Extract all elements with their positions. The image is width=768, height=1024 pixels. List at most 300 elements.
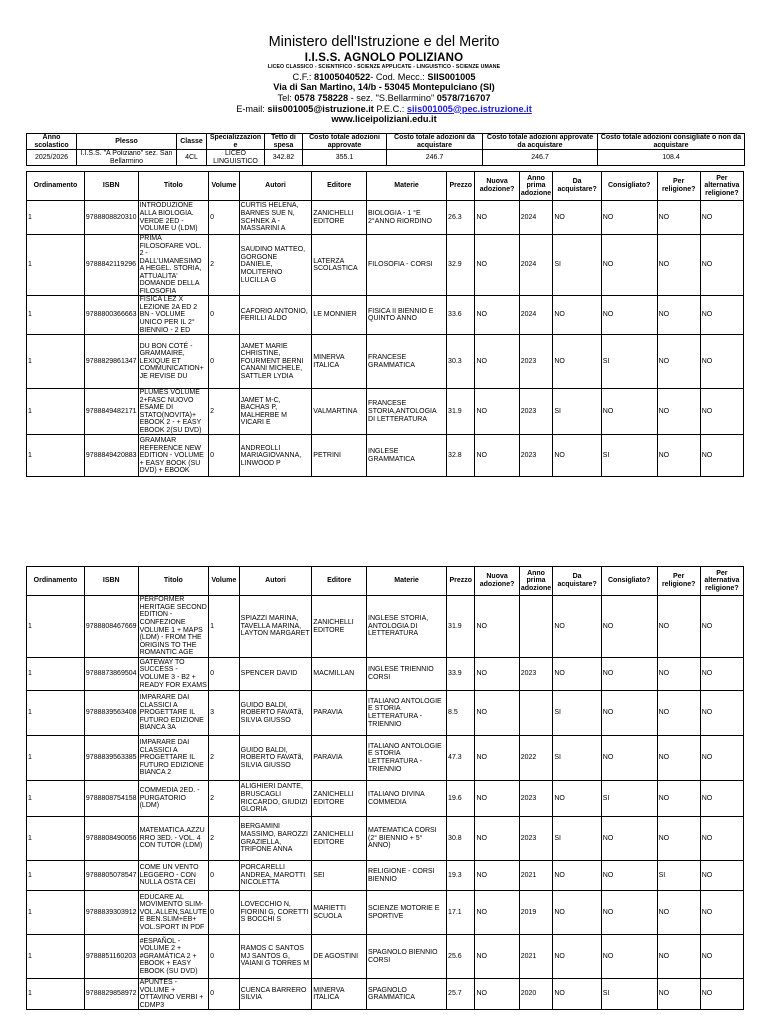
table-cell: NO [475,235,519,296]
pec-link[interactable]: siis001005@pec.istruzione.it [406,103,532,114]
table-cell: 3 [209,691,240,736]
table-cell: LE MONNIER [312,296,367,335]
table-cell: NO [657,335,700,389]
table-cell: COME UN VENTO LEGGERO - CON NULLA OSTA CEI [138,861,209,891]
table-cell: 9788849420883 [84,435,138,477]
table-cell: MACMILLAN [312,658,367,691]
table-cell [519,691,553,736]
table-cell: 2023 [519,781,553,817]
table-cell: NO [553,201,601,235]
table-cell: NO [657,935,700,979]
table-cell: 9788805078547 [84,861,138,891]
info-header-cell: Tetto di spesa [265,134,303,150]
table-row [27,389,744,435]
table-cell: ITALIANO ANTOLOGIE E STORIA LETTERATURA - TRIENNIO [367,691,447,736]
table-cell: SI [601,435,657,477]
table-cell: 32.8 [447,435,475,477]
table-cell: INGLESE TRIENNIO CORSI [367,658,447,691]
table-cell: 2019 [519,891,553,935]
books-table-page-2 [26,566,744,1010]
table-cell: SI [553,691,601,736]
table-cell: NO [700,596,743,658]
column-header: Anno prima adozione [519,172,553,201]
table-cell: NO [601,817,657,861]
table-row [27,596,744,658]
table-cell: 0 [209,979,240,1010]
table-cell: 31.9 [447,389,475,435]
column-header: Autori [239,567,312,596]
table-cell: ZANICHELLI EDITORE [312,781,367,817]
table-cell: SCIENZE MOTORIE E SPORTIVE [367,891,447,935]
table-cell: COMMEDIA 2ED. - PURGATORIO (LDM) [138,781,209,817]
table-cell: NO [601,596,657,658]
table-cell: #ESPAÑOL - VOLUME 2 + #GRAMÁTICA 2 + EBOOK + EASY EBOOK (SU DVD) [138,935,209,979]
table-cell: 9788839563385 [84,736,138,781]
table-row [27,296,744,335]
table-cell: NO [657,979,700,1010]
table-cell: NO [657,435,700,477]
table-cell: FISICA II BIENNIO E QUINTO ANNO [367,296,447,335]
table-cell: NO [700,935,743,979]
table-cell: APUNTES - VOLUME + OTTAVINO VERBI + CDMP3 [138,979,209,1010]
table-cell: 1 [27,979,85,1010]
table-cell: BIOLOGIA - 1 °E 2°ANNO RIORDINO [367,201,447,235]
table-cell: NO [700,335,743,389]
table-row [27,935,744,979]
column-header: Nuova adozione? [475,172,519,201]
table-row [27,861,744,891]
column-header: ISBN [84,172,138,201]
table-cell: ANDREOLLI MARIAGIOVANNA, LINWOOD P [239,435,312,477]
table-row [27,235,744,296]
table-cell: SAUDINO MATTEO, GORGONE DANIELE, MOLITERNO LUCILLA G [239,235,312,296]
table-cell: 1 [27,935,85,979]
table-cell: NO [657,891,700,935]
table-cell: NO [700,979,743,1010]
table-cell: EDUCARE AL MOVIMENTO SLIM-VOL.ALLEN,SALUTE E BEN.SLIM+EB+ VOL.SPORT IN PDF [138,891,209,935]
table-row [27,781,744,817]
table-cell: 30.3 [447,335,475,389]
table-cell: NO [475,389,519,435]
table-cell: SPIAZZI MARINA, TAVELLA MARINA, LAYTON MARGARET [239,596,312,658]
table-cell: RAMOS C SANTOS MJ SANTOS G, VAIANI G TORRES M [239,935,312,979]
table-cell: 0 [209,891,240,935]
column-header: Per religione? [657,172,700,201]
table-cell: NO [601,935,657,979]
table-cell: NO [601,235,657,296]
table-cell: 0 [209,435,240,477]
email-line: E-mail: siis001005@istruzione.it P.E.C.: siis001005@pec.istruzione.it [236,103,532,114]
table-cell: NO [700,235,743,296]
table-cell: GUIDO BALDI, ROBERTO FAVATã, SILVIA GIUSSO [239,691,312,736]
table-cell: 1 [27,596,85,658]
table-row [27,891,744,935]
table-cell: 2 [209,736,240,781]
info-header-cell: Plesso [77,134,177,150]
table-cell: 31.9 [447,596,475,658]
table-cell: FILOSOFIA - CORSI [367,235,447,296]
column-header: Anno prima adozione [519,567,553,596]
table-cell: 2024 [519,201,553,235]
table-cell: VALMARTINA [312,389,367,435]
table-cell: PRIMA FILOSOFARE VOL. 2 - DALL'UMANESIMO A HEGEL. STORIA, ATTUALITA' DOMANDE DELLA FILOSOFIA [138,235,209,296]
table-cell: NO [601,891,657,935]
table-cell: NO [475,861,519,891]
table-cell: NO [700,389,743,435]
table-cell: 9788842119296 [84,235,138,296]
table-cell: NO [475,201,519,235]
info-value-cell: 2025/2026 [27,150,77,166]
table-cell: IMPARARE DAI CLASSICI A PROGETTARE IL FUTURO EDIZIONE BIANCA 3A [138,691,209,736]
table-cell: 25.6 [447,935,475,979]
table-cell: 2023 [519,335,553,389]
table-cell: 30.8 [447,817,475,861]
table-cell: 2022 [519,736,553,781]
table-cell: NO [553,596,601,658]
table-cell: NO [700,201,743,235]
phone-line: Tel: 0578 758228 - sez. "S.Bellarmino" 0578/716707 [277,93,491,104]
table-cell: 0 [209,296,240,335]
table-cell: PETRINI [312,435,367,477]
website-line: www.liceipoliziani.edu.it [331,114,437,125]
table-cell: 9788808754158 [84,781,138,817]
table-cell: NO [475,781,519,817]
table-cell: 2020 [519,979,553,1010]
table-cell: 9788808467669 [84,596,138,658]
table-cell: 26.3 [447,201,475,235]
column-header: Titolo [138,172,209,201]
table-cell: CURTIS HELENA, BARNES SUE N, SCHNEK A - MASSARINI A [239,201,312,235]
fiscal-codes [0,72,768,83]
table-cell: 1 [27,817,85,861]
table-cell: 2024 [519,235,553,296]
table-cell: NO [700,435,743,477]
column-header: ISBN [84,567,138,596]
table-row [27,979,744,1010]
table-cell: RELIGIONE - CORSI BIENNIO [367,861,447,891]
table-cell: SEI [312,861,367,891]
table-cell: 9788839563408 [84,691,138,736]
table-cell: FRANCESE GRAMMATICA [367,335,447,389]
table-cell: SI [553,817,601,861]
table-cell: NO [475,435,519,477]
table-cell: NO [553,891,601,935]
table-cell: 1 [27,861,85,891]
table-cell: INGLESE GRAMMATICA [367,435,447,477]
table-cell: ZANICHELLI EDITORE [312,201,367,235]
table-cell: 1 [27,389,85,435]
table-cell: 0 [209,861,240,891]
table-cell: NO [657,201,700,235]
column-header: Da acquistare? [553,567,601,596]
column-header: Editore [312,172,367,201]
table-cell: 19.6 [447,781,475,817]
info-header-cell: Classe [177,134,207,150]
table-cell: 2023 [519,389,553,435]
table-cell: SPAGNOLO GRAMMATICA [367,979,447,1010]
table-cell: MATEMATICA.AZZURRO 3ED. - VOL. 4 CON TUTOR (LDM) [138,817,209,861]
table-cell: 25.7 [447,979,475,1010]
table-cell: 9788800366663 [84,296,138,335]
table-cell: 9788808490056 [84,817,138,861]
table-cell: MATEMATICA CORSI (2° BIENNIO + 5° ANNO) [367,817,447,861]
table-cell: 33.6 [447,296,475,335]
table-cell: NO [553,335,601,389]
table-cell: LATERZA SCOLASTICA [312,235,367,296]
table-cell: GUIDO BALDI, ROBERTO FAVATã, SILVIA GIUSSO [239,736,312,781]
table-cell: NO [657,658,700,691]
table-cell: 2023 [519,817,553,861]
table-cell: PLUMES VOLUME 2+FASC NUOVO ESAME DI STATO(NOVITA)+ EBOOK 2 - + EASY EBOOK 2(SU DVD) [138,389,209,435]
info-header-cell: Specializzazione [207,134,265,150]
table-cell: 9788829861347 [84,335,138,389]
column-header: Ordinamento [27,172,85,201]
table-cell: 2 [209,389,240,435]
table-cell: SI [553,736,601,781]
table-cell: NO [553,935,601,979]
table-cell: NO [553,861,601,891]
column-header: Prezzo [447,567,475,596]
column-header: Consigliato? [601,172,657,201]
table-cell: 9788849482171 [84,389,138,435]
mecc-value: SIIS001005 [427,71,476,82]
table-cell: 9788873869504 [84,658,138,691]
school-courses: LICEO CLASSICO - SCIENTIFICO - SCIENZE APPLICATE - LINGUISTICO - SCIENZE UMANE [267,63,501,70]
table-cell: 47.3 [447,736,475,781]
table-cell: NO [601,658,657,691]
info-value-cell: 4CL [177,150,207,166]
table-cell: INGLESE STORIA, ANTOLOGIA DI LETTERATURA [367,596,447,658]
table-cell: NO [657,736,700,781]
table-cell: DE AGOSTINI [312,935,367,979]
table-cell: INTRODUZIONE ALLA BIOLOGIA. VERDE 2ED - VOLUME U (LDM) [138,201,209,235]
table-cell: JAMET M-C, BACHAS P, MALHERBE M VICARI E [239,389,312,435]
table-cell: NO [475,979,519,1010]
table-cell: 2 [209,781,240,817]
table-cell: 1 [27,691,85,736]
info-value-cell: 342.82 [265,150,303,166]
table-cell: SI [601,979,657,1010]
table-cell: CAFORIO ANTONIO, FERILLI ALDO [239,296,312,335]
table-cell: 9788829858972 [84,979,138,1010]
info-header-cell: Costo totale adozioni approvate da acquistare [483,134,598,150]
table-cell: 0 [209,658,240,691]
table-cell: NO [700,658,743,691]
table-row [27,658,744,691]
table-cell: 17.1 [447,891,475,935]
table-cell: SPAGNOLO BIENNIO CORSI [367,935,447,979]
column-header: Materie [367,172,447,201]
table-cell: 1 [27,296,85,335]
table-cell: 1 [27,335,85,389]
info-value-cell: LICEO LINGUISTICO [207,150,265,166]
table-cell: NO [700,891,743,935]
table-row [27,335,744,389]
info-header-cell: Costo totale adozioni approvate [303,134,387,150]
table-row [27,201,744,235]
table-cell: 1 [27,235,85,296]
column-header: Per religione? [657,567,700,596]
table-cell: IMPARARE DAI CLASSICI A PROGETTARE IL FUTURO EDIZIONE BIANCA 2 [138,736,209,781]
table-cell: NO [700,817,743,861]
table-cell: NO [553,658,601,691]
table-cell: PARAVIA [312,736,367,781]
table-cell: NO [475,296,519,335]
mecc-label: - Cod. Mecc.: [370,71,428,82]
table-row [27,691,744,736]
table-cell: ZANICHELLI EDITORE [312,817,367,861]
table-cell: 33.9 [447,658,475,691]
column-header: Titolo [138,567,209,596]
table-cell: NO [657,781,700,817]
table-cell: NO [657,389,700,435]
table-cell: ITALIANO ANTOLOGIE E STORIA LETTERATURA - TRIENNIO [367,736,447,781]
table-cell: DU BON COTÉ - GRAMMAIRE, LEXIQUE ET COMMUNICATION+JE REVISE DU [138,335,209,389]
info-value-cell: I.I.S.S. "A Poliziano" sez. San Bellarmino [77,150,177,166]
table-row [27,736,744,781]
table-cell: PARAVIA [312,691,367,736]
school-name: I.I.S.S. AGNOLO POLIZIANO [304,51,464,64]
table-cell: GRAMMAR REFERENCE NEW EDITION - VOLUME + EASY BOOK (SU DVD) + EBOOK [138,435,209,477]
table-cell: NO [700,296,743,335]
column-header: Materie [367,567,447,596]
table-cell: 1 [27,435,85,477]
info-value-cell: 246.7 [483,150,598,166]
table-cell: NO [475,596,519,658]
table-cell: NO [553,435,601,477]
table-cell: NO [475,817,519,861]
table-cell: NO [657,691,700,736]
table-cell: ALIGHIERI DANTE, BRUSCAGLI RICCARDO, GIUDIZI GLORIA [239,781,312,817]
table-cell: 2 [209,817,240,861]
table-cell: JAMET MARIE CHRISTINE, FOURMENT BERNI CANANI MICHELE, SATTLER LYDIA [239,335,312,389]
column-header: Consigliato? [601,567,657,596]
table-cell: NO [553,781,601,817]
column-header: Prezzo [447,172,475,201]
table-cell: SPENCER DAVID [239,658,312,691]
table-cell: NO [601,691,657,736]
table-cell: MINERVA ITALICA [312,335,367,389]
cf-value: 81005040522 [314,71,371,82]
info-value-cell: 246.7 [387,150,483,166]
table-cell: 0 [209,935,240,979]
class-info-table [26,133,745,166]
table-cell: BERGAMINI MASSIMO, BAROZZI GRAZIELLA, TRIFONE ANNA [239,817,312,861]
table-cell: 32.9 [447,235,475,296]
table-cell: CUENCA BARRERO SILVIA [239,979,312,1010]
table-cell: FRANCESE STORIA,ANTOLOGIA DI LETTERATURA [367,389,447,435]
table-cell: NO [601,296,657,335]
email-value: siis001005@istruzione.it [267,103,374,114]
books-table-page-1 [26,171,744,477]
ministry-title: Ministero dell'Istruzione e del Merito [268,34,500,50]
table-cell: PORCARELLI ANDREA, MAROTTI NICOLETTA [239,861,312,891]
table-cell: NO [601,389,657,435]
letterhead [0,34,768,125]
table-cell: 9788851160203 [84,935,138,979]
table-cell: 2023 [519,658,553,691]
table-cell: 19.3 [447,861,475,891]
table-cell: NO [657,817,700,861]
table-cell: NO [475,935,519,979]
table-cell: LOVECCHIO N, FIORINI G, CORETTI S BOCCHI S [239,891,312,935]
table-row [27,817,744,861]
column-header: Da acquistare? [553,172,601,201]
table-cell: 9788808820310 [84,201,138,235]
table-cell: 1 [27,736,85,781]
table-cell: ITALIANO DIVINA COMMEDIA [367,781,447,817]
table-cell: SI [553,235,601,296]
table-cell: NO [700,861,743,891]
column-header: Volume [209,567,240,596]
table-cell: MINERVA ITALICA [312,979,367,1010]
table-cell: SI [601,781,657,817]
column-header: Nuova adozione? [475,567,519,596]
table-cell: NO [700,691,743,736]
table-cell: SI [657,861,700,891]
column-header: Per alternativa religione? [700,567,743,596]
table-cell: FISICA LEZ X LEZIONE 2A ED 2 BN - VOLUME UNICO PER IL 2° BIENNIO - 2 ED [138,296,209,335]
table-cell: 1 [27,201,85,235]
table-cell: NO [553,296,601,335]
table-row [27,435,744,477]
column-header: Autori [239,172,312,201]
table-cell [519,596,553,658]
table-cell: NO [475,891,519,935]
table-cell: GATEWAY TO SUCCESS - VOLUME 3 - B2 + READY FOR EXAMS [139,658,207,689]
info-header-cell: Costo totale adozioni da acquistare [387,134,483,150]
table-cell: 9788839303912 [84,891,138,935]
table-cell: ZANICHELLI EDITORE [312,596,367,658]
table-cell: NO [601,736,657,781]
table-cell: NO [700,781,743,817]
column-header: Editore [312,567,367,596]
table-cell: 1 [27,658,85,691]
info-header-cell: Costo totale adozioni consigliate o non da acquistare [598,134,745,150]
table-cell: 1 [27,891,85,935]
table-cell: SI [601,335,657,389]
table-cell: 2021 [519,861,553,891]
table-cell: NO [700,736,743,781]
table-cell: NO [553,979,601,1010]
table-cell: NO [475,658,519,691]
table-cell: NO [475,736,519,781]
table-cell: NO [657,235,700,296]
table-cell: 1 [209,596,240,658]
table-cell: 8.5 [447,691,475,736]
table-cell: 2024 [519,296,553,335]
table-cell: NO [601,861,657,891]
column-header: Volume [209,172,240,201]
table-cell: SI [553,389,601,435]
table-cell: 2 [209,235,240,296]
info-value-cell: 355.1 [303,150,387,166]
table-cell: 0 [209,201,240,235]
address: Via di San Martino, 14/b - 53045 Montepulciano (SI) [273,82,495,93]
table-cell: 1 [27,781,85,817]
column-header: Ordinamento [27,567,85,596]
table-cell: NO [475,691,519,736]
column-header: Per alternativa religione? [700,172,743,201]
info-value-cell: 108.4 [598,150,745,166]
table-cell: 0 [209,335,240,389]
table-cell: NO [657,296,700,335]
table-cell: 2021 [519,935,553,979]
table-cell: NO [475,335,519,389]
table-cell: NO [601,201,657,235]
table-cell: PERFORMER HERITAGE SECOND EDITION - CONFEZIONE VOLUME 1 + MAPS (LDM) - FROM THE ORIGINS TO THE ROMANTIC AGE [139,596,207,657]
cf-label: C.F.: [292,71,314,82]
